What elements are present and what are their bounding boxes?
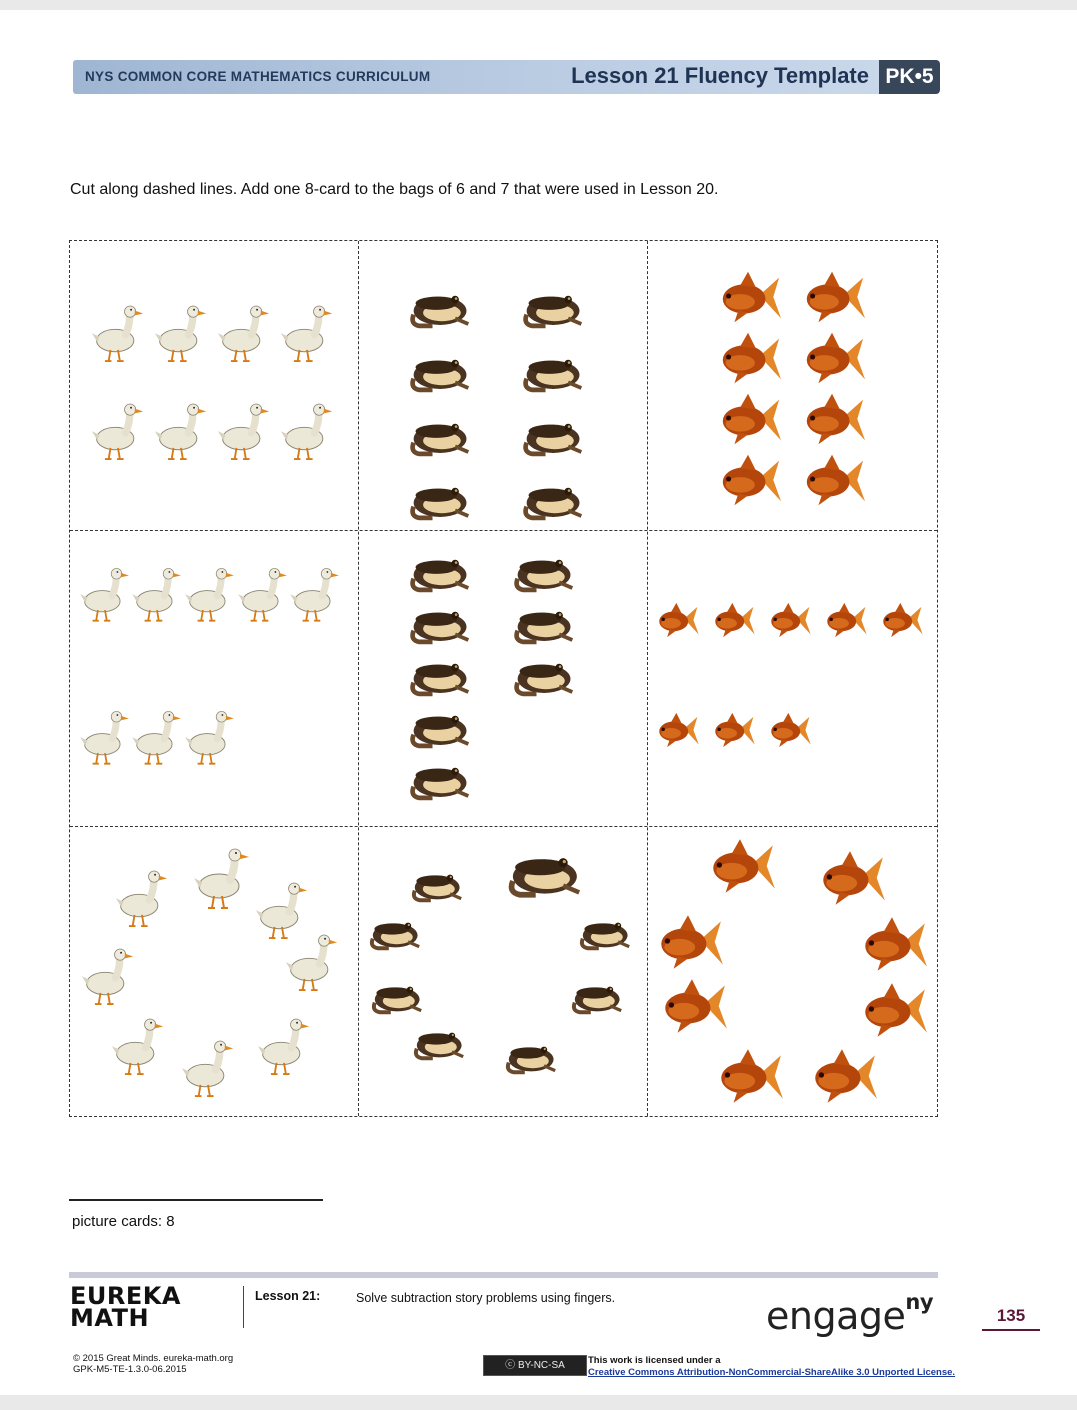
goldfish-picture: [654, 600, 700, 640]
page-header: [73, 60, 940, 94]
goldfish-picture: [857, 914, 929, 974]
instruction-text: Cut along dashed lines. Add one 8-card to the bags of 6 and 7 that were used in Lesson 20.: [70, 181, 719, 198]
duck-picture: [216, 399, 272, 465]
goldfish-picture: [653, 912, 725, 972]
duck-picture: [153, 399, 209, 465]
goldfish-picture: [799, 391, 867, 447]
goldfish-picture: [807, 1046, 879, 1106]
goldfish-picture: [715, 391, 783, 447]
header-bar: [73, 60, 879, 94]
engageny-logo: [766, 1290, 934, 1338]
frog-picture: [408, 550, 474, 594]
frog-picture: [408, 758, 474, 802]
frog-picture: [521, 350, 587, 394]
duck-picture: [114, 866, 170, 932]
lesson-label: Lesson 21:: [255, 1289, 321, 1303]
goldfish-picture: [705, 836, 777, 896]
frog-picture: [408, 286, 474, 330]
goldfish-picture: [715, 452, 783, 508]
duck-picture: [90, 301, 146, 367]
picture-cards-caption: picture cards: 8: [72, 1213, 175, 1230]
duck-picture: [216, 301, 272, 367]
frog-picture: [512, 654, 578, 698]
frog-picture: [370, 978, 426, 1016]
frog-picture: [408, 350, 474, 394]
lesson-description: Solve subtraction story problems using fingers.: [356, 1291, 616, 1305]
frog-picture: [408, 478, 474, 522]
frog-picture: [570, 978, 626, 1016]
goldfish-picture: [710, 710, 756, 750]
dashed-cut-line: [70, 530, 937, 531]
duck-picture: [236, 564, 290, 626]
frog-picture: [408, 602, 474, 646]
duck-picture: [256, 1014, 312, 1080]
goldfish-picture: [657, 976, 729, 1036]
footer-divider: [243, 1286, 244, 1328]
duck-picture: [110, 1014, 166, 1080]
frog-picture: [578, 914, 634, 952]
frog-picture: [412, 1024, 468, 1062]
duck-picture: [90, 399, 146, 465]
duck-picture: [183, 707, 237, 769]
frog-picture: [506, 846, 586, 900]
duck-picture: [153, 301, 209, 367]
frog-picture: [512, 602, 578, 646]
creative-commons-badge: ⓒ BY-NC-SA: [483, 1355, 587, 1376]
license-text: This work is licensed under a: [588, 1355, 721, 1366]
curriculum-name: NYS COMMON CORE MATHEMATICS CURRICULUM: [85, 69, 431, 84]
dashed-cut-line: [70, 826, 937, 827]
duck-picture: [183, 564, 237, 626]
duck-picture: [288, 564, 342, 626]
frog-picture: [521, 478, 587, 522]
duck-picture: [279, 301, 335, 367]
logo-line-2: MATH: [70, 1304, 150, 1332]
duck-picture: [284, 930, 340, 996]
frog-picture: [368, 914, 424, 952]
goldfish-picture: [878, 600, 924, 640]
frog-picture: [521, 414, 587, 458]
picture-card-grid: [69, 240, 938, 1117]
goldfish-picture: [857, 980, 929, 1040]
frog-picture: [521, 286, 587, 330]
goldfish-picture: [799, 269, 867, 325]
template-title: Lesson 21 Fluency Template: [571, 63, 869, 88]
grade-module-badge: PK•5: [879, 60, 940, 94]
dashed-cut-line: [358, 241, 359, 1116]
frog-picture: [512, 550, 578, 594]
duck-picture: [180, 1036, 236, 1102]
goldfish-picture: [654, 710, 700, 750]
license-link[interactable]: Creative Commons Attribution-NonCommercial-ShareAlike 3.0 Unported License.: [588, 1367, 956, 1378]
goldfish-picture: [766, 600, 812, 640]
worksheet-page: [0, 10, 1077, 1395]
goldfish-picture: [815, 848, 887, 908]
goldfish-picture: [799, 452, 867, 508]
copyright-line: © 2015 Great Minds. eureka-math.org: [73, 1353, 234, 1364]
goldfish-picture: [766, 710, 812, 750]
frog-picture: [410, 866, 466, 904]
eureka-math-logo: [70, 1282, 181, 1332]
goldfish-picture: [799, 330, 867, 386]
duck-picture: [279, 399, 335, 465]
ny-text: ny: [905, 1290, 934, 1314]
frog-picture: [408, 414, 474, 458]
frog-picture: [504, 1038, 560, 1076]
dashed-cut-line: [647, 241, 648, 1116]
duck-picture: [192, 844, 252, 914]
goldfish-picture: [715, 269, 783, 325]
engage-text: engage: [766, 1294, 906, 1338]
logo-line-1: EUREKA: [70, 1282, 181, 1310]
duck-picture: [130, 564, 184, 626]
frog-picture: [408, 706, 474, 750]
document-code: GPK-M5-TE-1.3.0-06.2015: [73, 1364, 187, 1375]
page-number: 135: [982, 1306, 1040, 1331]
goldfish-picture: [715, 330, 783, 386]
frog-picture: [408, 654, 474, 698]
duck-picture: [78, 564, 132, 626]
duck-picture: [80, 944, 136, 1010]
goldfish-picture: [822, 600, 868, 640]
duck-picture: [78, 707, 132, 769]
duck-picture: [130, 707, 184, 769]
goldfish-picture: [710, 600, 756, 640]
cc-badge-label: BY-NC-SA: [517, 1360, 565, 1371]
footer-rule: [69, 1272, 938, 1278]
caption-rule: [69, 1199, 323, 1201]
copyright: [73, 1353, 233, 1375]
goldfish-picture: [713, 1046, 785, 1106]
